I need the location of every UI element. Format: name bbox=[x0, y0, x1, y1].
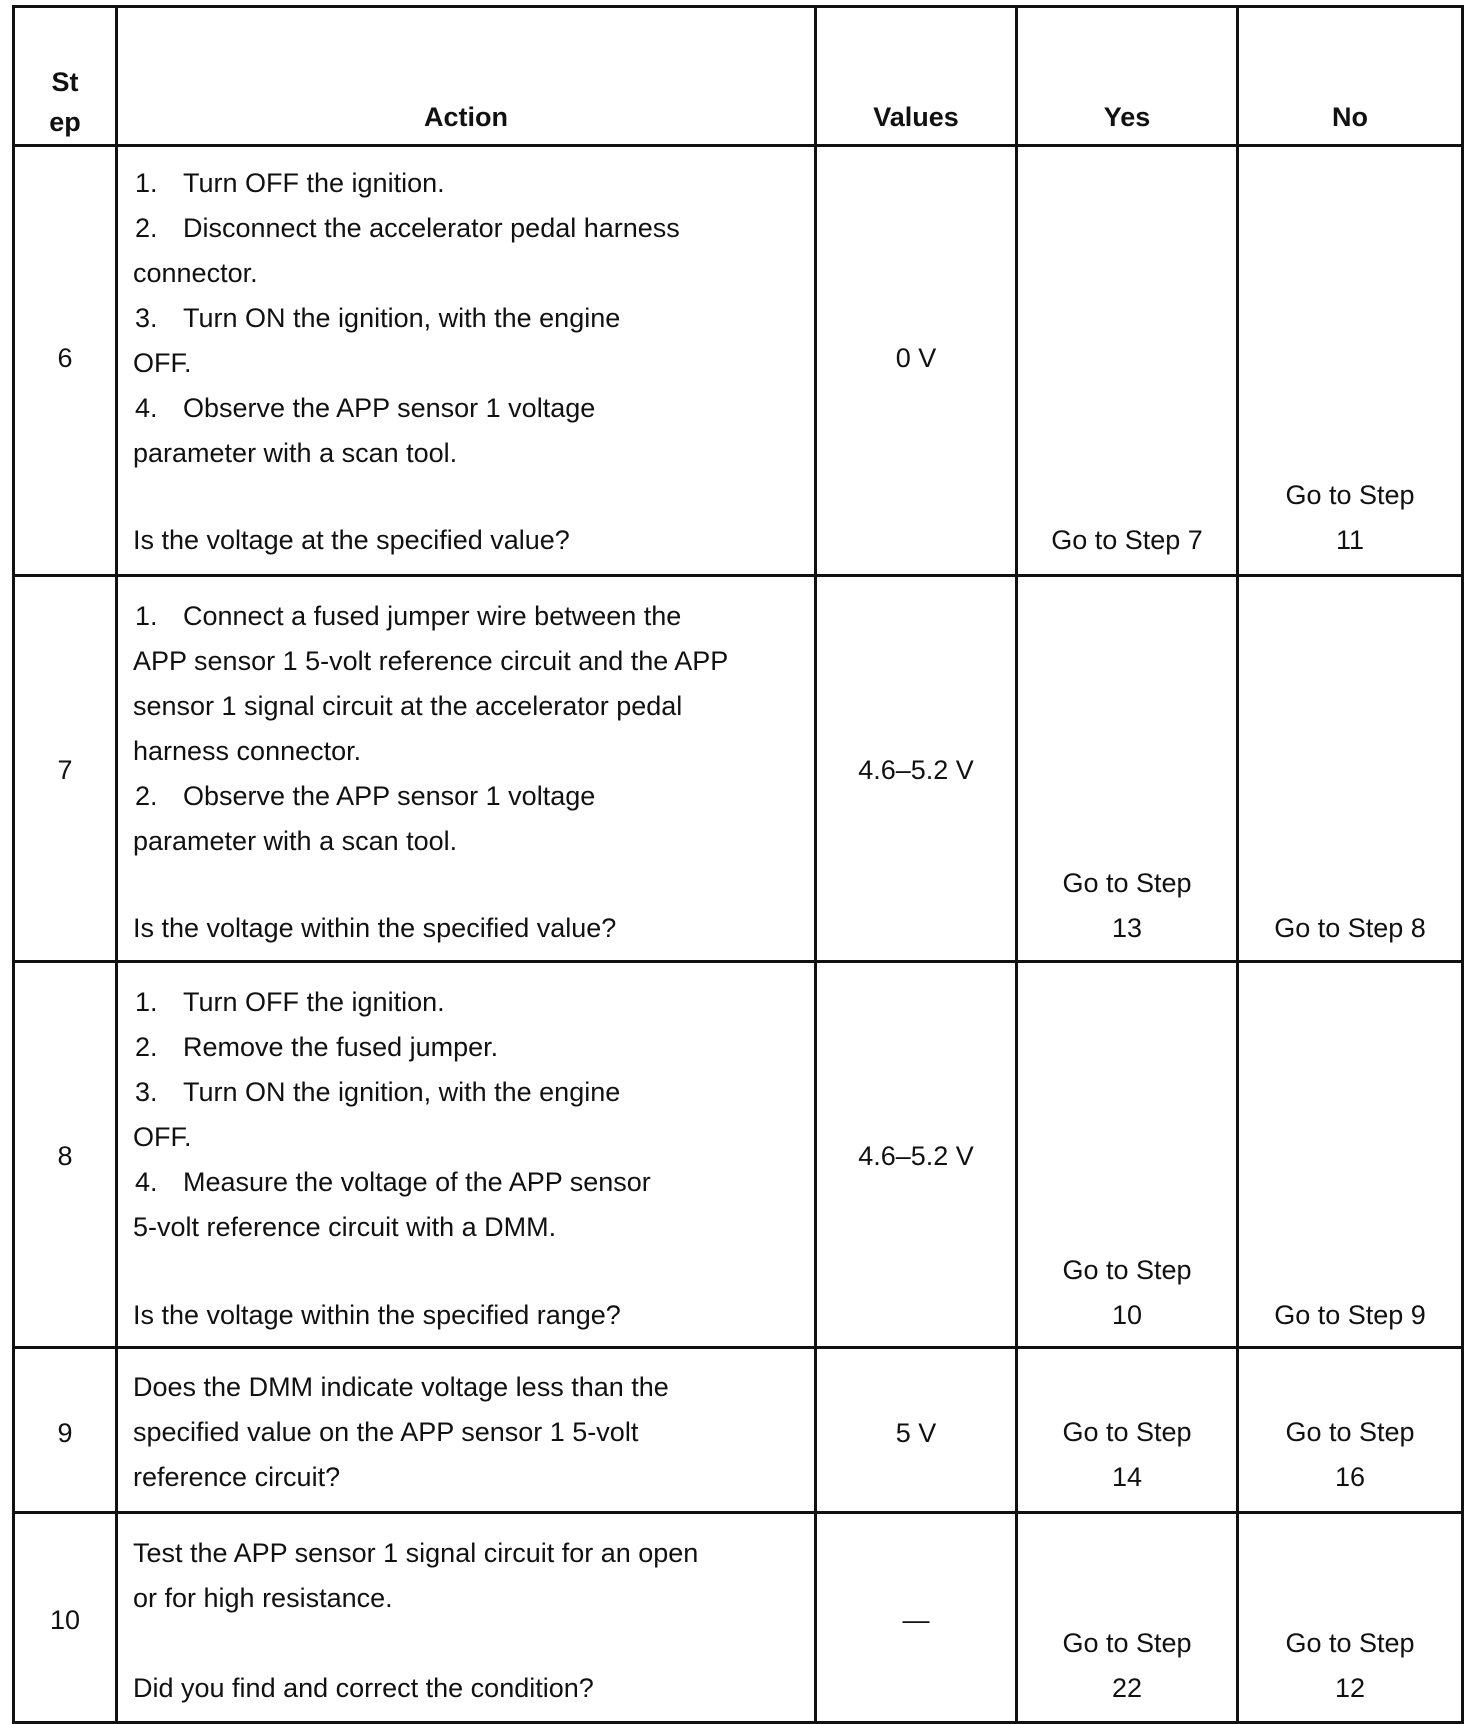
row-divider-9 bbox=[12, 1511, 1464, 1514]
action-line: connector. bbox=[133, 258, 258, 288]
row-divider-7 bbox=[12, 960, 1464, 963]
action-cell bbox=[133, 1531, 813, 1621]
action-line: sensor 1 signal circuit at the accelerator pedal bbox=[133, 691, 683, 721]
action-line: 2. Observe the APP sensor 1 voltage bbox=[135, 781, 596, 811]
action-line: APP sensor 1 5-volt reference circuit and the APP bbox=[133, 646, 729, 676]
action-cell bbox=[133, 1365, 813, 1500]
action-line: OFF. bbox=[133, 348, 192, 378]
header-no: No bbox=[1332, 102, 1368, 132]
action-question: Is the voltage within the specified range? bbox=[133, 1300, 621, 1330]
table-border-top bbox=[12, 5, 1464, 8]
action-line: 1. Turn OFF the ignition. bbox=[135, 987, 445, 1017]
step-number: 9 bbox=[57, 1418, 73, 1448]
value-cell: 4.6–5.2 V bbox=[858, 755, 974, 785]
no-cell: Go to Step 12 bbox=[1285, 1628, 1415, 1703]
yes-cell: Go to Step 10 bbox=[1062, 1255, 1192, 1330]
table-border-right bbox=[1461, 5, 1464, 1724]
table-border-left bbox=[12, 5, 15, 1724]
action-cell bbox=[133, 980, 813, 1250]
header-divider bbox=[12, 144, 1464, 147]
action-line: 2. Disconnect the accelerator pedal harness bbox=[135, 213, 680, 243]
action-line: reference circuit? bbox=[133, 1462, 341, 1492]
action-line: 4. Measure the voltage of the APP sensor bbox=[135, 1167, 651, 1197]
action-line: OFF. bbox=[133, 1122, 192, 1152]
action-line: parameter with a scan tool. bbox=[133, 826, 458, 856]
step-number: 8 bbox=[57, 1141, 73, 1171]
column-divider-action bbox=[814, 5, 817, 1724]
action-line: specified value on the APP sensor 1 5-volt bbox=[133, 1417, 639, 1447]
header-action: Action bbox=[424, 102, 508, 132]
value-cell: — bbox=[902, 1605, 930, 1635]
row-divider-6 bbox=[12, 574, 1464, 577]
value-cell: 5 V bbox=[895, 1418, 937, 1448]
no-cell: Go to Step 16 bbox=[1285, 1417, 1415, 1492]
column-divider-step bbox=[115, 5, 118, 1724]
step-number: 7 bbox=[57, 755, 73, 785]
no-cell: Go to Step 8 bbox=[1274, 913, 1426, 943]
action-line: Test the APP sensor 1 signal circuit for an open bbox=[133, 1538, 699, 1568]
yes-cell: Go to Step 7 bbox=[1051, 525, 1203, 555]
action-question: Is the voltage at the specified value? bbox=[133, 525, 570, 555]
no-cell: Go to Step 11 bbox=[1285, 480, 1415, 555]
action-line: 3. Turn ON the ignition, with the engine bbox=[135, 1077, 621, 1107]
action-question: Is the voltage within the specified value? bbox=[133, 913, 617, 943]
action-line: 1. Connect a fused jumper wire between the bbox=[135, 601, 682, 631]
action-cell bbox=[133, 161, 813, 476]
yes-cell: Go to Step 22 bbox=[1062, 1628, 1192, 1703]
yes-cell: Go to Step 14 bbox=[1062, 1417, 1192, 1492]
action-line: 3. Turn ON the ignition, with the engine bbox=[135, 303, 621, 333]
action-line: harness connector. bbox=[133, 736, 362, 766]
value-cell: 0 V bbox=[895, 343, 937, 373]
action-line: or for high resistance. bbox=[133, 1583, 393, 1613]
action-line: 1. Turn OFF the ignition. bbox=[135, 168, 445, 198]
action-line: Does the DMM indicate voltage less than the bbox=[133, 1372, 669, 1402]
header-yes: Yes bbox=[1103, 102, 1151, 132]
step-number: 10 bbox=[49, 1605, 81, 1635]
header-step: St ep bbox=[49, 67, 81, 137]
row-divider-8 bbox=[12, 1346, 1464, 1349]
step-number: 6 bbox=[57, 343, 73, 373]
header-values: Values bbox=[873, 102, 959, 132]
yes-cell: Go to Step 13 bbox=[1062, 868, 1192, 943]
action-line: 5-volt reference circuit with a DMM. bbox=[133, 1212, 557, 1242]
action-line: 2. Remove the fused jumper. bbox=[135, 1032, 499, 1062]
action-line: parameter with a scan tool. bbox=[133, 438, 458, 468]
no-cell: Go to Step 9 bbox=[1274, 1300, 1426, 1330]
value-cell: 4.6–5.2 V bbox=[858, 1141, 974, 1171]
action-cell bbox=[133, 594, 813, 864]
action-line: 4. Observe the APP sensor 1 voltage bbox=[135, 393, 596, 423]
action-question: Did you find and correct the condition? bbox=[133, 1673, 594, 1703]
